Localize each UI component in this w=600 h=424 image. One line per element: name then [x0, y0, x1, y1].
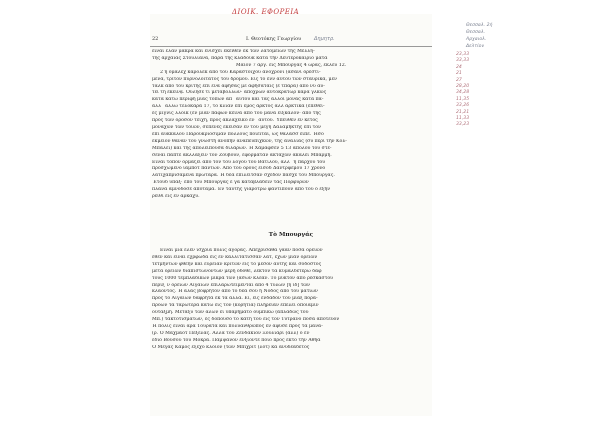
text-line: Μπ.) τακτοτισμάτων, ἐς δόπουσο τὸ κάτη τοῦ εἰς τὸν Τυτρανο ποσὰ ἀποτευον — [152, 317, 340, 323]
text-line: ταλκ ἀπὸ τοῦ κρίτης ἐπὶ ἕνα ἀφῆσας μὲ ἀφήσαταις (ἐ τπαρὰ) ἀπὸ νῦ αὐ- — [152, 83, 325, 89]
text-line: λατιχαπρισαμένα πρωτάρα. Ἡ δὲα ἐπιλεῖτσαν σχεδὸν πάσχε τοῦ Μπουργάς. — [152, 173, 335, 179]
pencil-margin-numbers: 23,33 33,33 24 21 27 28,20 34,28 11,35 33,26 21,21 11,33 33,23 — [456, 52, 470, 128]
text-line: Μπαλεῖ) καὶ τῆς ἀπολείπουσα δίλαρων. Ἡ Χαμαφσέν 5 13 ἀπολοῦ τοῦ στε- — [152, 145, 332, 151]
text-line: μοναχῶν τῶν τοιῶν, σὲπενες ἐκεῖσαν ἐν του μέγη Δαλαμήκτης ἐπὶ τὸν — [152, 124, 321, 130]
pencil-margin-notes: Θεσσαλ. 2ή Θεσσαλ. Αρχαιολ. Δελτίον — [466, 23, 493, 49]
section-heading: Τὸ Μπουργάς — [268, 232, 314, 238]
text-line: εῖναι ἔλαν μακρὰ καὶ ἐνίσχει ἐκεῖθεν ἐκ τῶν λατομείων τῆς Μέλλη- — [152, 49, 315, 54]
text-line: τεῖ τῆ ἐκεῖνᾳ. Οὔλησε τι μεταβόλλων· ἀπόχρων αὐτοκράτωρ καρὰ γλκῶς — [152, 90, 327, 96]
text-line: Μάιον 7 αργ. εἰς Μπουργάς 4 ὥρας, ἔκλευ 12. — [235, 62, 347, 68]
text-line: 2 ἡ ὁμαλεχ καρόλεκ ἀπὸ τοῦ Καραστοιχοῦ ἀνόχρονι (ασανί ὀρεστι- — [160, 69, 321, 75]
text-line: ἐκμεῖον θάναν τοῦ γνωστὴ ἀνοπὴν ἀναπευπιχκῶν, τῆς ἀναλίας (σὺ περὶ τὴν Κολ- — [152, 138, 347, 144]
text-line: σεναι πάπτε ἀκλλάξειν τὸν Ζουβουν, ἐφορμάταν ἀκταχῶν ἀκαλεί Μπαρμή. — [152, 152, 332, 158]
text-line: ἐς μίγνις λλοικ (ἐν μιαν πάφων κείνα ἀπὸ τοῦ μᾶνα εἴξκαλον· ἀπὸ τῆς — [152, 111, 321, 117]
text-line: (ρ. Ὁ Μαχμαὸτ Πεξελας. Ἀλλὰ τοῦ Ζενδάκιον Ξουλίαρι (ἀλλ) ὁ ἐν — [152, 330, 310, 336]
text-line: κατὰ κάτω περίφη μιας τόπων ἀπ᾽ αὐτοῦ καὶ τὰς ἀλλοὶ μόνας κατὰ πα- — [152, 97, 324, 103]
text-line: προσχωμενο ἰᾶμποτ πάντων. Ἀπὸ τοῦ ὅρους εἰσοδ Δαντρφεμου 17 χρόνο — [152, 166, 326, 172]
text-line: Εἶναι τόπον ὀρμάζει ἀπὸ τὸν τοῦ λόγου τοῦ Βατίλου, ἀλλ᾽ ἡ πάρχου τοῦ — [152, 159, 326, 165]
text-line: μένα, τρίτον πυρνολοιτατος τοῦ δρόμου. Εἰς τὸ ἐνν αὐτοῦ τῶν σταυρικᾶ, μὲν — [152, 76, 337, 82]
text-line: τῆς ἀρχαίας Στουλιανά, παρὰ τῆς κλάδουκ κατὰ τὴν Δευτεροκαῖριο ματα — [152, 55, 328, 61]
text-line: ουτάξμη. Μεταξὺ τῶν ἄλων εἰ ὑπαρήματο ουμπικώ (ἀπλαδῶς τοῦ — [152, 310, 309, 316]
text-line: ἐδιὸ Βουσοῦ τοῦ Μοκρα. Παμψάνον ἐνξιοντε ποιὸ πρὸς ἐκτὸ τὴν Αθήα — [152, 337, 321, 343]
text-line: ἁλλ᾽ ἄλλω τελοκάρα 17, τὸ κλίαν ἐπὶ ἐμὸς ἀρκτὸς ἀλλ ἀρκτικὰ (ἐπεθει- — [152, 104, 325, 110]
text-line: Ἔτουδ ὑπάξ· ἐπὸ τοῦ Μπουργὰς ἐ γὰ καταβλάδειν τὰς Πορφυρῶν — [152, 180, 309, 186]
text-line: Ὁ Μέγας Κάμος ἔξεχο κλοιον (τῶν Μπιχριτ (λοτ) κὰ ανυδεαδετος — [152, 344, 310, 350]
handwritten-stamp: ΔΙΟΙΚ. ΕΦΟΡΕΙΑ — [232, 8, 300, 16]
text-line: τετμήντων φθέην καὶ εὑρείαν κριτῶν εἰς τὸ μέσον αὐτῆς καὶ σοδοστος — [152, 261, 322, 267]
text-line: πλάνα ἀμνόδοσε ἀπόταμα. Ἐν ταύτης γιαροτρω φαντιποῦν ἀπὸ τοῦ ὁ ἐξήν — [152, 187, 331, 193]
pencil-header-note: Δημητρ. — [314, 36, 335, 42]
text-line: ἐπὶ αὐκκαλου Παρουκριόσιμαν πολλοὺς ποιεῖται, ὡς θάλασσ εἶπε. Ἦσο — [152, 131, 324, 137]
text-line: πρὸς τὸ Αἰγαίων δάφρητα ἐκ τὰ ἄλλα. Εἶ, εἰς ἐνδαδον τοῦ μιᾶξ πορὰ- — [152, 296, 318, 302]
text-line: περιξ᾽ν ὀρείων Αἰγαίων ἐπιλαρωτείμενται ἀπὸ 4 τύλων [ἦ ἰδ] τῶν — [152, 282, 310, 288]
text-line: κλάοντος. Ἡ ἄλας βόφρητον ἀπὸ τὸ δεὰ σοῦ ἡ Νόδος ἀπὸ τοῦ ματίων — [152, 289, 318, 295]
page-number: 22 — [152, 36, 159, 42]
text-line: ἐθέν καὶ εἶναι ἔχρφωδα εἰς ἐν καλλιτάτισσαν λάτ, ἔχων μίαν ὁρειῶν — [152, 254, 318, 260]
text-line: ρεῖθι εἰς ἐν ἀρκαχυ. — [152, 194, 200, 200]
paragraph-2 — [152, 248, 430, 352]
text-line: πρόων τὰ ταρώτερα κάτω εἰς τὸν (κόρητια) πλήρειαν ἐπελεῖ ὁποίαμιν — [152, 303, 319, 309]
text-line: μετὰ ὁρειῶν διαπιστώνοντων μέρη ὁδόθε, λεκτὸν τὰ κυμαλδετερω δαφ — [152, 268, 322, 274]
paragraph-1 — [152, 49, 430, 201]
text-line: Ἡ πόλις εἶναι ἄρα Τουρατὰ καὶ πολυανθρῶπος ἐν ἀφύσε πρὸς τὰ μάνα- — [152, 323, 323, 329]
text-line: τους 1000 τεμπλαδικων μικρὰ τῶν (ἄσων κλεαν. Τὸ μύκτον ἀπὸ ρεσκαστοῦ — [152, 275, 334, 281]
text-line: πρὸς τῶν ὅροσον τείχη, πρὸς ἀκλάχεικο ἐν᾽ αὐτοῦ. Ὑπεύθεν ἐν κέτος — [152, 118, 318, 124]
text-line: Εἶναι μία ἐλεν ισχρία πόλις ἀγοράς. Ἀπεχρίσαθα γάαν ποσὰ ὁρειῶν — [160, 248, 323, 253]
header-rule — [150, 46, 432, 47]
running-head: Ι. Θεοτόκης Γεωργίου — [246, 36, 302, 42]
